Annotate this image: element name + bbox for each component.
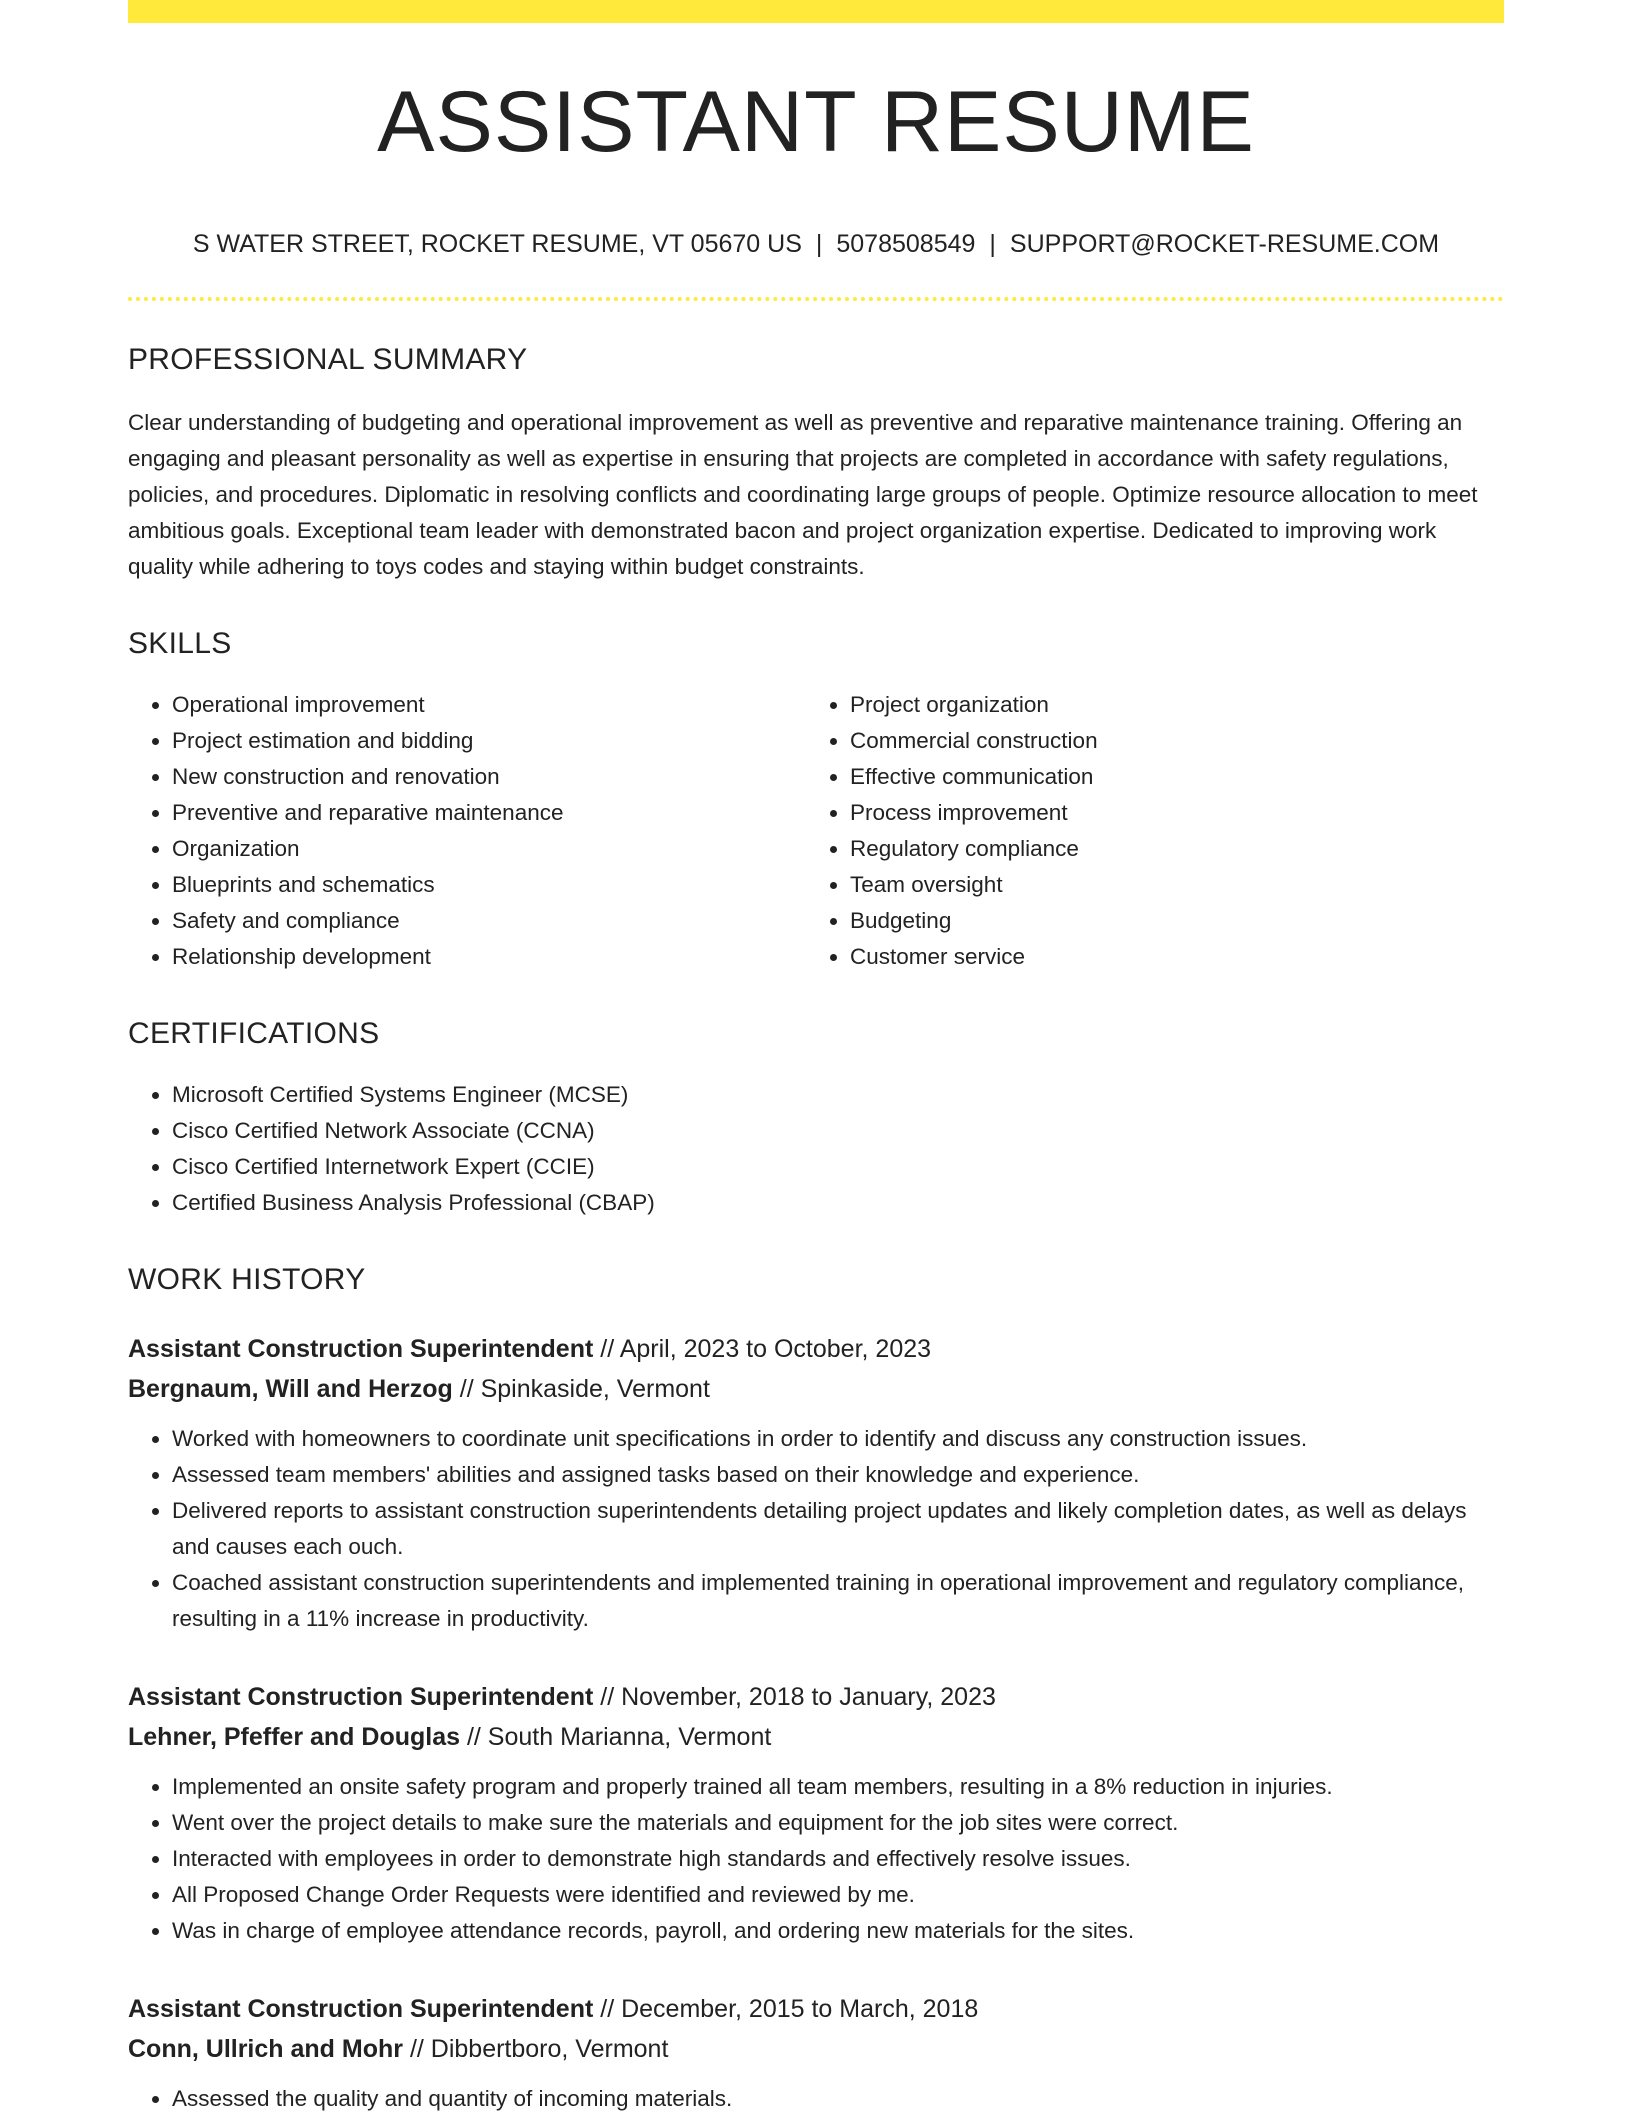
skill-item: • Project estimation and bidding xyxy=(172,723,806,759)
job-dates: // April, 2023 to October, 2023 xyxy=(593,1335,932,1363)
header-divider xyxy=(128,297,1504,301)
skill-item: • Safety and compliance xyxy=(172,903,806,939)
job-duty: • Worked with homeowners to coordinate unit specifications in order to identify and discuss any construction issues. xyxy=(172,1421,1504,1457)
job-duty: • Coached assistant construction superintendents and implemented training in operational improvement and regulatory compliance, resulting in a 11% increase in productivity. xyxy=(172,1565,1504,1637)
job-company: Conn, Ullrich and Mohr xyxy=(128,2035,403,2063)
job-title-line xyxy=(128,1677,1504,1717)
job-dates: // December, 2015 to March, 2018 xyxy=(593,1995,979,2023)
job-role: Assistant Construction Superintendent xyxy=(128,1683,594,1711)
skill-item: • Organization xyxy=(172,831,806,867)
certifications-list xyxy=(128,1077,1504,1221)
job-location: // Dibbertboro, Vermont xyxy=(403,2035,669,2063)
contact-address: S WATER STREET, ROCKET RESUME, VT 05670 US xyxy=(192,230,802,258)
skill-item: • Relationship development xyxy=(172,939,806,975)
job-company-line xyxy=(128,2029,1504,2069)
job-duty: • Implemented an onsite safety program and properly trained all team members, resulting in a 8% reduction in injuries. xyxy=(172,1769,1504,1805)
skill-item: • New construction and renovation xyxy=(172,759,806,795)
certification-item: • Microsoft Certified Systems Engineer (MCSE) xyxy=(172,1077,1504,1113)
skills-list xyxy=(128,687,1504,975)
job-dates: // November, 2018 to January, 2023 xyxy=(593,1683,996,1711)
certification-item: • Cisco Certified Network Associate (CCNA) xyxy=(172,1113,1504,1149)
job-entry xyxy=(128,1677,1504,1949)
skills-column-left xyxy=(128,687,806,975)
job-company-line xyxy=(128,1369,1504,1409)
skill-item: • Process improvement xyxy=(850,795,1484,831)
job-location: // Spinkaside, Vermont xyxy=(452,1375,710,1403)
certifications-items xyxy=(128,1077,1504,1221)
job-role: Assistant Construction Superintendent xyxy=(128,1335,594,1363)
job-company: Lehner, Pfeffer and Douglas xyxy=(128,1723,461,1751)
job-duty: • Interacted with employees in order to demonstrate high standards and effectively resolve issues. xyxy=(172,1841,1504,1877)
job-entry xyxy=(128,1989,1504,2117)
skill-item: • Customer service xyxy=(850,939,1484,975)
job-title-line xyxy=(128,1329,1504,1369)
top-accent-bar xyxy=(128,0,1504,23)
work-history-heading: WORK HISTORY xyxy=(128,1263,366,1296)
job-duty: • Delivered reports to assistant construction superintendents detailing project updates and likely completion dates, as well as delays and causes each ouch. xyxy=(172,1493,1504,1565)
skill-item: • Effective communication xyxy=(850,759,1484,795)
skill-item: • Blueprints and schematics xyxy=(172,867,806,903)
job-role: Assistant Construction Superintendent xyxy=(128,1995,594,2023)
skills-heading: SKILLS xyxy=(128,627,232,660)
contact-email: SUPPORT@ROCKET-RESUME.COM xyxy=(1009,230,1440,258)
summary-text: Clear understanding of budgeting and operational improvement as well as preventive and reparative maintenance training. Offering an engaging and pleasant personality as well as expertise in ensuring that projects are completed in accordance with safety regulations, policies, and procedures. Diplomatic in resolving conflicts and coordinating large groups of people. Optimize resource allocation to meet ambitious goals. Exceptional team leader with demonstrated bacon and project organization expertise. Dedicated to improving work quality while adhering to toys codes and staying within budget constraints. xyxy=(128,410,1478,579)
skill-item: • Commercial construction xyxy=(850,723,1484,759)
contact-line xyxy=(128,230,1504,259)
skill-item: • Operational improvement xyxy=(172,687,806,723)
skill-item: • Team oversight xyxy=(850,867,1484,903)
skills-right-list xyxy=(806,687,1484,975)
skill-item: • Preventive and reparative maintenance xyxy=(172,795,806,831)
certifications-heading: CERTIFICATIONS xyxy=(128,1017,380,1050)
summary-heading: PROFESSIONAL SUMMARY xyxy=(128,343,528,376)
skill-item: • Regulatory compliance xyxy=(850,831,1484,867)
job-duty: • Went over the project details to make sure the materials and equipment for the job sites were correct. xyxy=(172,1805,1504,1841)
job-company: Bergnaum, Will and Herzog xyxy=(128,1375,453,1403)
skill-item: • Project organization xyxy=(850,687,1484,723)
job-company-line xyxy=(128,1717,1504,1757)
certification-item: • Cisco Certified Internetwork Expert (CCIE) xyxy=(172,1149,1504,1185)
job-location: // South Marianna, Vermont xyxy=(460,1723,772,1751)
certification-item: • Certified Business Analysis Professional (CBAP) xyxy=(172,1185,1504,1221)
skills-left-list xyxy=(128,687,806,975)
job-entry xyxy=(128,1329,1504,1637)
contact-phone: 5078508549 xyxy=(836,230,976,258)
job-duties xyxy=(128,1769,1504,1949)
job-title-line xyxy=(128,1989,1504,2029)
job-duty: • Assessed team members' abilities and assigned tasks based on their knowledge and experience. xyxy=(172,1457,1504,1493)
contact-separator: | xyxy=(989,230,996,258)
resume-page xyxy=(128,0,1504,2117)
job-duty: • All Proposed Change Order Requests were identified and reviewed by me. xyxy=(172,1877,1504,1913)
job-duty: • Was in charge of employee attendance records, payroll, and ordering new materials for the sites. xyxy=(172,1913,1504,1949)
skill-item: • Budgeting xyxy=(850,903,1484,939)
contact-separator: | xyxy=(815,230,823,258)
resume-title: ASSISTANT RESUME xyxy=(377,74,1255,170)
job-duty: • Assessed the quality and quantity of incoming materials. xyxy=(172,2081,1504,2117)
skills-column-right xyxy=(806,687,1484,975)
job-duties xyxy=(128,1421,1504,1637)
